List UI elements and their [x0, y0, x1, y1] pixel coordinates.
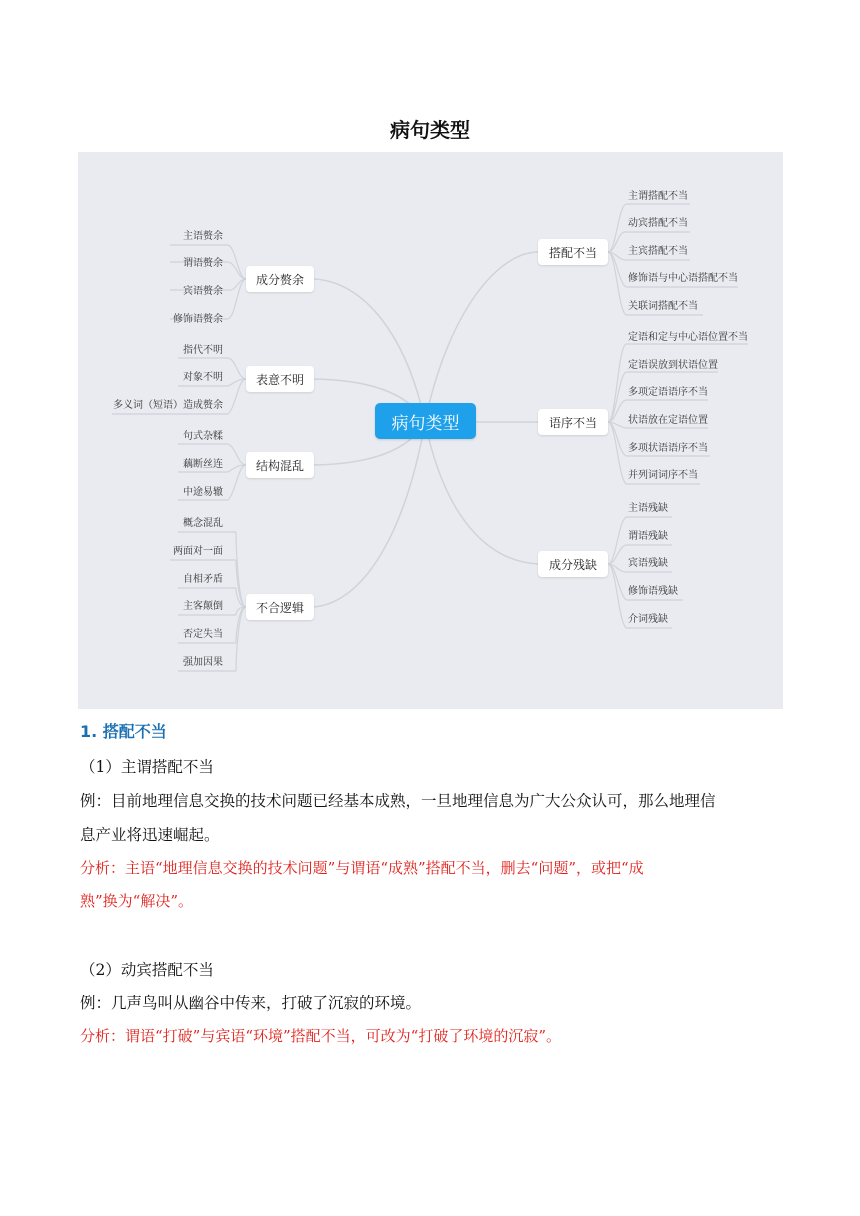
leaf-item: 状语放在定语位置 — [628, 415, 708, 426]
branch-word-order: 语序不当 — [538, 409, 608, 435]
leaf-item: 定语和定与中心语位置不当 — [628, 332, 748, 343]
mind-map-center-node: 病句类型 — [375, 403, 476, 439]
leaf-item: 定语误放到状语位置 — [628, 360, 718, 371]
mind-map — [78, 152, 783, 709]
leaf-item: 关联词搭配不当 — [628, 301, 698, 312]
leaf-item: 对象不明 — [183, 372, 223, 383]
leaf-item: 修饰语赘余 — [173, 314, 223, 325]
leaf-item: 否定失当 — [183, 629, 223, 640]
branch-redundancy: 成分赘余 — [246, 266, 314, 292]
leaf-item: 多项定语语序不当 — [628, 387, 708, 398]
page-title: 病句类型 — [390, 118, 470, 142]
leaf-item: 动宾搭配不当 — [628, 218, 688, 229]
leaf-item: 概念混乱 — [183, 518, 223, 529]
leaf-item: 强加因果 — [183, 657, 223, 668]
analysis-text: 分析：主语“地理信息交换的技术问题”与谓语“成熟”搭配不当，删去“问题”，或把“成 — [80, 859, 644, 877]
leaf-item: 修饰语残缺 — [628, 586, 678, 597]
leaf-item: 主语残缺 — [628, 503, 668, 514]
section-heading: 1. 搭配不当 — [80, 722, 167, 741]
leaf-item: 主客颠倒 — [183, 601, 223, 612]
leaf-item: 谓语赘余 — [183, 258, 223, 269]
analysis-text: 熟”换为“解决”。 — [80, 892, 194, 910]
leaf-item: 中途易辙 — [183, 487, 223, 498]
branch-unclear-meaning: 表意不明 — [246, 366, 314, 392]
leaf-item: 指代不明 — [183, 345, 223, 356]
analysis-text: 分析：谓语“打破”与宾语“环境”搭配不当，可改为“打破了环境的沉寂”。 — [80, 1027, 562, 1045]
leaf-item: 介词残缺 — [628, 614, 668, 625]
branch-mismatch: 搭配不当 — [538, 239, 608, 265]
leaf-item: 藕断丝连 — [183, 459, 223, 470]
example-text: 例：目前地理信息交换的技术问题已经基本成熟，一旦地理信息为广大公众认可，那么地理信 — [80, 792, 716, 810]
leaf-item: 多项状语语序不当 — [628, 443, 708, 454]
leaf-item: 并列词词序不当 — [628, 470, 698, 481]
leaf-item: 多义词（短语）造成赘余 — [113, 400, 223, 411]
branch-missing-component: 成分残缺 — [538, 551, 608, 577]
subsection-title: （1）主谓搭配不当 — [80, 758, 214, 776]
example-text: 例：几声鸟叫从幽谷中传来，打破了沉寂的环境。 — [80, 994, 422, 1012]
leaf-item: 谓语残缺 — [628, 531, 668, 542]
leaf-item: 宾语赘余 — [183, 286, 223, 297]
leaf-item: 自相矛盾 — [183, 574, 223, 585]
leaf-item: 修饰语与中心语搭配不当 — [628, 273, 738, 284]
leaf-item: 主谓搭配不当 — [628, 191, 688, 202]
example-text: 息产业将迅速崛起。 — [80, 826, 220, 844]
leaf-item: 宾语残缺 — [628, 558, 668, 569]
leaf-item: 主宾搭配不当 — [628, 246, 688, 257]
leaf-item: 主语赘余 — [183, 231, 223, 242]
subsection-title: （2）动宾搭配不当 — [80, 961, 214, 979]
branch-illogical: 不合逻辑 — [246, 594, 314, 620]
leaf-item: 句式杂糅 — [183, 431, 223, 442]
leaf-item: 两面对一面 — [173, 546, 223, 557]
branch-structural-confusion: 结构混乱 — [246, 452, 314, 478]
